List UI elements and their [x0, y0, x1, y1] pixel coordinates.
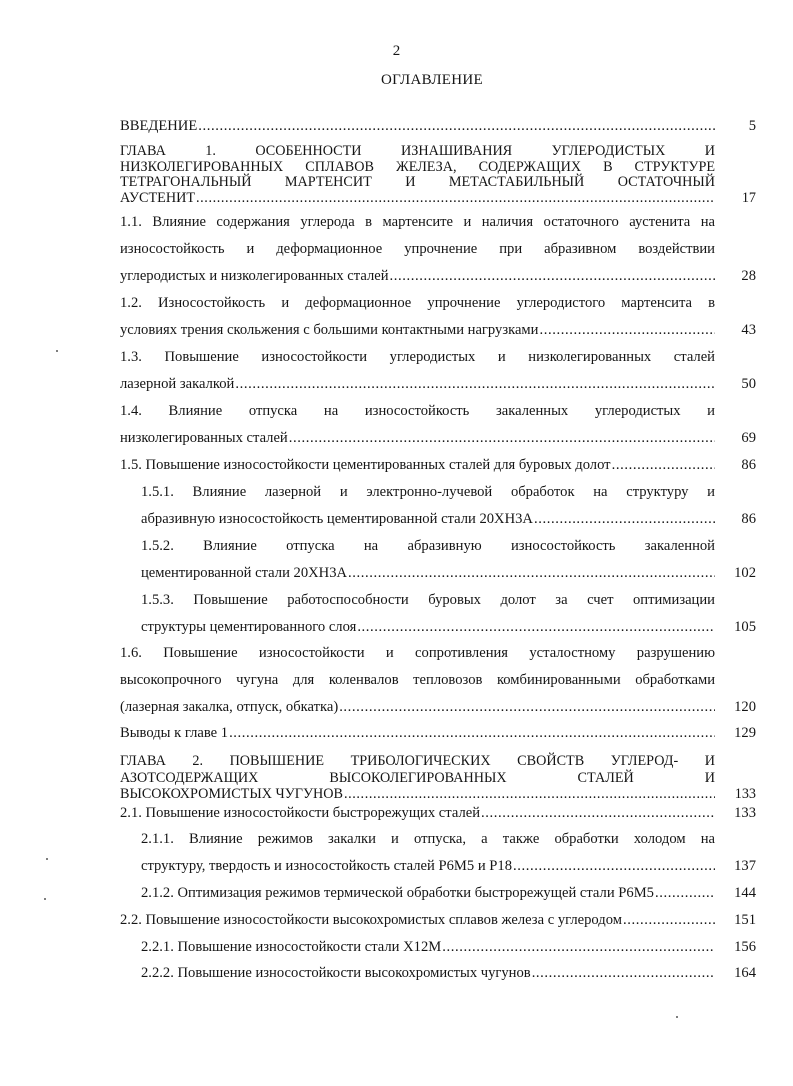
dot-leader [235, 376, 715, 394]
toc-entry-text: НИЗКОЛЕГИРОВАННЫХ СПЛАВОВ ЖЕЛЕЗА, СОДЕРЖАЩИХ В СТРУКТУРЕ [120, 158, 715, 175]
toc-entry-text: АЗОТСОДЕРЖАЩИХ ВЫСОКОЛЕГИРОВАННЫХ СТАЛЕЙ И [120, 769, 715, 786]
toc-entry-last-line [141, 565, 715, 583]
toc-entry-text: цементированной стали 20ХН3А [141, 565, 348, 581]
dot-leader [513, 858, 715, 876]
dot-leader [229, 725, 715, 743]
toc-entry-text: 1.2. Износостойкость и деформационное упрочнение углеродистого мартенсита в [120, 295, 715, 311]
toc-page-number: 156 [734, 939, 756, 955]
toc-entry-text: 2.1. Повышение износостойкости быстрорежущих сталей [120, 805, 481, 821]
toc-entry-text: 2.1.1. Влияние режимов закалки и отпуска, а также обработки холодом на [141, 831, 715, 847]
toc-entry-text: 1.3. Повышение износостойкости углеродистых и низколегированных сталей [120, 349, 715, 365]
toc-entry-text: ТЕТРАГОНАЛЬНЫЙ МАРТЕНСИТ И МЕТАСТАБИЛЬНЫЙ ОСТАТОЧНЫЙ [120, 174, 715, 190]
toc-entry-last-line [120, 786, 715, 803]
toc-entry-text: лазерной закалкой [120, 376, 235, 392]
toc-page-number: 50 [741, 376, 756, 392]
toc-entry-text: 2.1.2. Оптимизация режимов термической обработки быстрорежущей стали Р6М5 [141, 885, 654, 901]
toc-entry-last-line [120, 268, 715, 286]
toc-page-number: 69 [741, 430, 756, 446]
toc-entry-text: абразивную износостойкость цементированной стали 20ХН3А [141, 511, 533, 527]
dot-leader [357, 619, 715, 637]
toc-entry-text: 1.1. Влияние содержания углерода в мартенсите и наличия остаточного аустенита на [120, 214, 715, 230]
page-number: 2 [392, 43, 401, 59]
toc-page-number: 137 [734, 858, 756, 874]
toc-entry-last-line [141, 858, 715, 876]
dot-leader [539, 322, 715, 340]
toc-entry-last-line [120, 912, 715, 930]
toc-page-number: 17 [741, 189, 756, 206]
toc-page-number: 86 [741, 457, 756, 473]
dot-leader [289, 430, 715, 448]
toc-entry-text: 1.6. Повышение износостойкости и сопротивления усталостному разрушению [120, 645, 715, 661]
toc-entry-text: 2.2.1. Повышение износостойкости стали Х12М [141, 939, 442, 955]
toc-entry-text: износостойкость и деформационное упрочнение при абразивном воздействии [120, 241, 715, 257]
dot-leader [198, 118, 715, 136]
toc-entry-text: углеродистых и низколегированных сталей [120, 268, 389, 284]
toc-entry-last-line [120, 190, 715, 207]
toc-entry-last-line [120, 805, 715, 823]
toc-page-number: 133 [734, 805, 756, 821]
scan-speck [44, 898, 46, 900]
toc-page-number: 164 [734, 965, 756, 981]
toc-page-number: 5 [748, 118, 756, 134]
toc-entry-last-line [141, 939, 715, 957]
toc-entry-text: ВЫСОКОХРОМИСТЫХ ЧУГУНОВ [120, 786, 343, 802]
toc-page-number: 144 [734, 885, 756, 901]
toc-entry-text: АУСТЕНИТ [120, 189, 195, 206]
toc-entry-text: 2.2. Повышение износостойкости высокохромистых сплавов железа с углеродом [120, 912, 622, 928]
toc-entry-text: 1.4. Влияние отпуска на износостойкость закаленных углеродистых и [120, 403, 715, 419]
toc-entry-text: (лазерная закалка, отпуск, обкатка) [120, 699, 339, 715]
toc-entry-text: ВВЕДЕНИЕ [120, 118, 198, 134]
toc-entry-text: низколегированных сталей [120, 430, 288, 446]
dot-leader [612, 457, 715, 475]
toc-entry-last-line [120, 430, 715, 448]
dot-leader [534, 511, 715, 529]
toc-entry-last-line [141, 619, 715, 637]
toc-entry-text: высокопрочного чугуна для коленвалов тепловозов комбинированными обработками [120, 672, 715, 688]
page-title: ОГЛАВЛЕНИЕ [381, 72, 483, 88]
toc-page-number: 105 [734, 619, 756, 635]
scan-speck [56, 350, 58, 352]
toc-entry-text: 1.5.3. Повышение работоспособности буровых долот за счет оптимизации [141, 592, 715, 608]
dot-leader [532, 965, 715, 983]
toc-entry-text: ГЛАВА 2. ПОВЫШЕНИЕ ТРИБОЛОГИЧЕСКИХ СВОЙСТВ УГЛЕРОД- И [120, 753, 715, 769]
toc-page-number: 28 [741, 268, 756, 284]
scan-speck [676, 1016, 678, 1018]
toc-entry-text: 1.5.2. Влияние отпуска на абразивную износостойкость закаленной [141, 538, 715, 554]
toc-entry-last-line [120, 457, 715, 475]
toc-entry-last-line [141, 511, 715, 529]
toc-entry-last-line [120, 376, 715, 394]
dot-leader [655, 885, 715, 903]
toc-entry-text: 1.5. Повышение износостойкости цементированных сталей для буровых долот [120, 457, 611, 473]
toc-page-number: 120 [734, 699, 756, 715]
toc-entry-last-line [120, 322, 715, 340]
toc-entry-text: структуры цементированного слоя [141, 619, 357, 635]
dot-leader [442, 939, 715, 957]
dot-leader [623, 912, 715, 930]
scan-speck [46, 858, 48, 860]
toc-entry-text: 2.2.2. Повышение износостойкости высокохромистых чугунов [141, 965, 531, 981]
toc-entry-last-line [141, 965, 715, 983]
dot-leader [339, 699, 715, 717]
toc-entry-text: 1.5.1. Влияние лазерной и электронно-лучевой обработок на структуру и [141, 484, 715, 500]
dot-leader [196, 190, 715, 207]
toc-entry-text: условиях трения скольжения с большими контактными нагрузками [120, 322, 539, 338]
toc-page-number: 151 [734, 912, 756, 928]
toc-page-number: 133 [734, 786, 756, 802]
dot-leader [344, 786, 715, 803]
toc-entry-text: ГЛАВА 1. ОСОБЕННОСТИ ИЗНАШИВАНИЯ УГЛЕРОДИСТЫХ И [120, 143, 715, 159]
dot-leader [481, 805, 715, 823]
toc-page-number: 43 [741, 322, 756, 338]
toc-page-number: 102 [734, 565, 756, 581]
toc-entry-text: Выводы к главе 1 [120, 725, 229, 741]
dot-leader [390, 268, 715, 286]
toc-entry-last-line [120, 699, 715, 717]
toc-page-number: 129 [734, 725, 756, 741]
toc-entry-last-line [141, 885, 715, 903]
toc-page-number: 86 [741, 511, 756, 527]
toc-entry-last-line [120, 725, 715, 743]
toc-entry-text: структуру, твердость и износостойкость сталей Р6М5 и Р18 [141, 858, 512, 874]
dot-leader [348, 565, 715, 583]
toc-entry-last-line [120, 118, 715, 136]
